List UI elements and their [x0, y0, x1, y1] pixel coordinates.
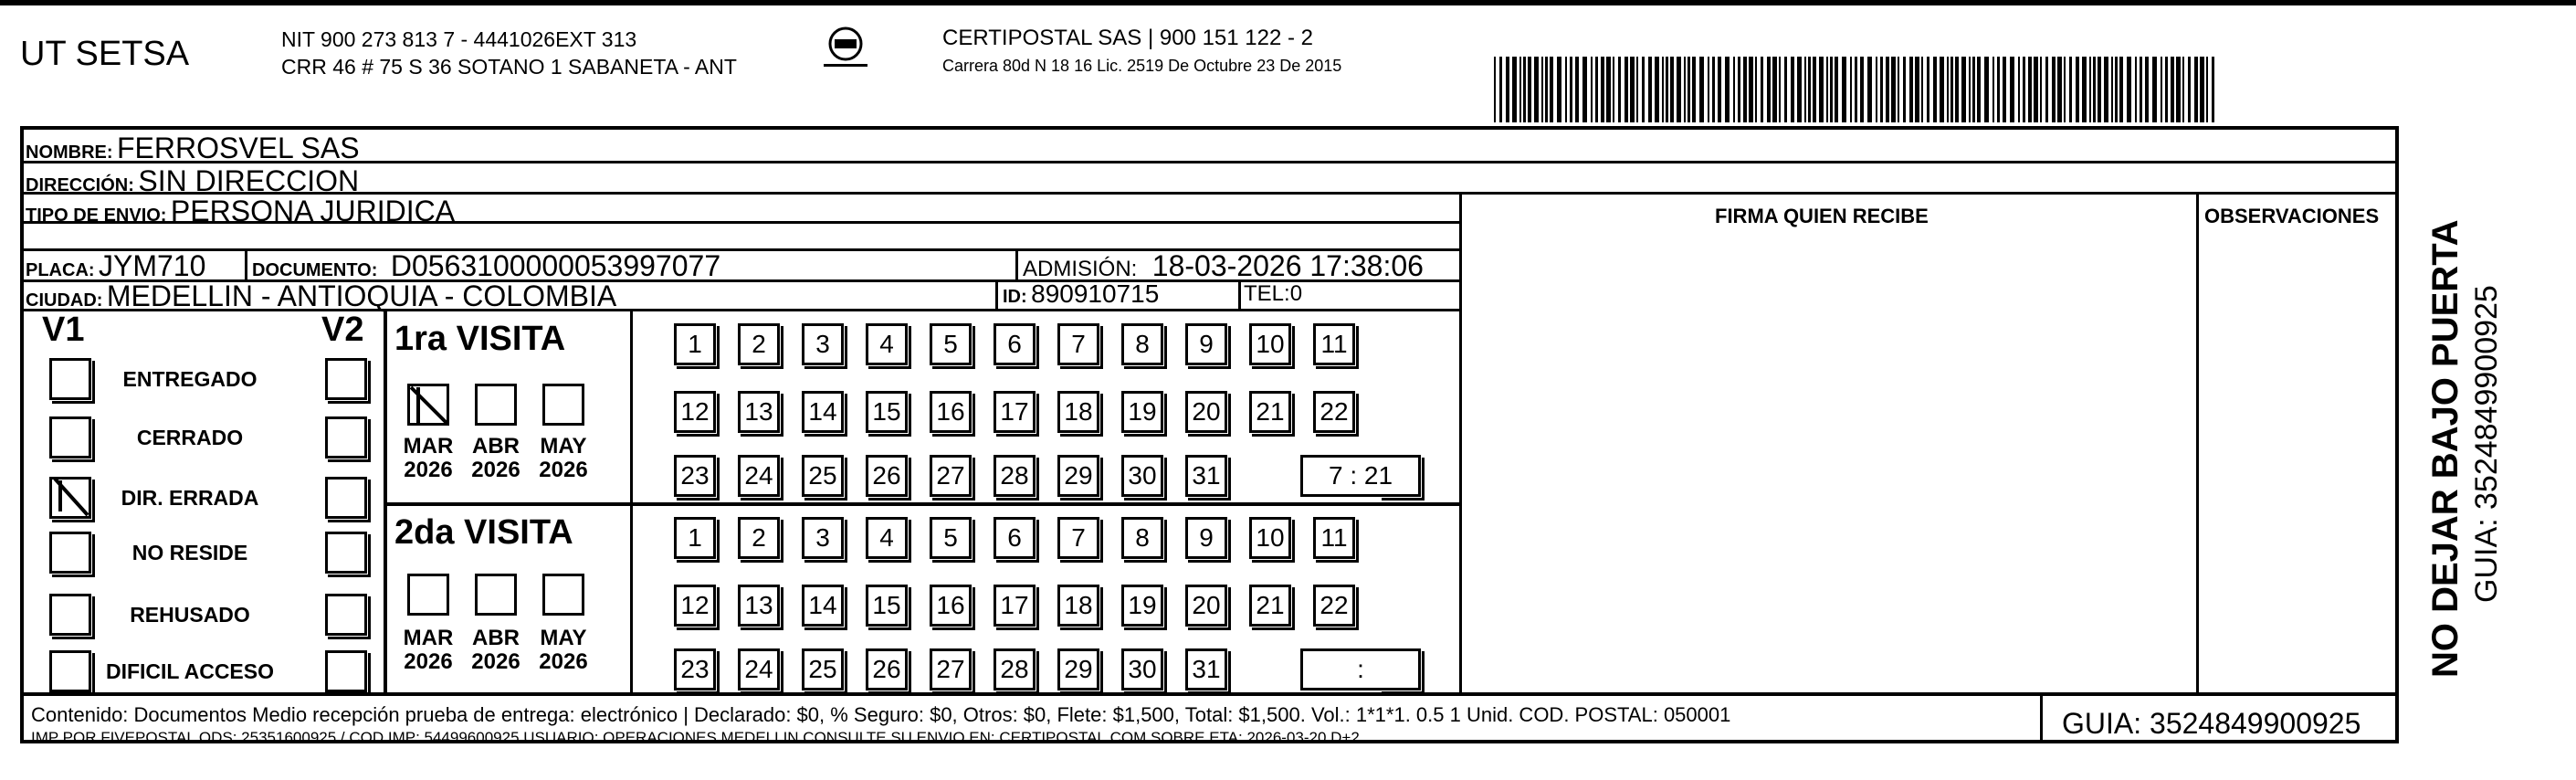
barcode-bar: [1784, 57, 1787, 122]
month-name: MAY: [540, 434, 587, 459]
barcode-bar: [2182, 57, 2184, 122]
barcode-bar: [2010, 57, 2014, 122]
barcode-bar: [1880, 57, 1883, 122]
barcode-bar: [1842, 57, 1846, 122]
barcode-bar: [1601, 57, 1604, 122]
top-border: [0, 0, 2576, 5]
barcode-bar: [1718, 57, 1721, 122]
barcode-bar: [2018, 57, 2020, 122]
barcode-bar: [1835, 57, 1838, 122]
day-box[interactable]: 13: [738, 585, 780, 627]
barcode-bar: [2119, 57, 2123, 122]
day-box[interactable]: 13: [738, 391, 780, 433]
day-box[interactable]: 2: [738, 517, 780, 559]
day-box[interactable]: 7: [1057, 517, 1099, 559]
placa-row: [26, 249, 205, 283]
barcode-bar: [1772, 57, 1777, 122]
barcode-bar: [1550, 57, 1553, 122]
barcode-bar: [1977, 57, 1981, 122]
side-guia: GUIA: 3524849900925: [2469, 285, 2504, 603]
barcode-bar: [1961, 57, 1966, 122]
barcode-bar: [1688, 57, 1690, 122]
day-box[interactable]: 22: [1313, 585, 1355, 627]
barcode-bar: [2064, 57, 2066, 122]
barcode-bar: [2212, 57, 2214, 122]
month-name: ABR: [472, 626, 520, 650]
day-box[interactable]: 17: [994, 585, 1036, 627]
tel-label: TEL:: [1244, 281, 1290, 306]
day-box[interactable]: 19: [1121, 391, 1163, 433]
barcode-bar: [1921, 57, 1923, 122]
day-box[interactable]: 14: [802, 585, 844, 627]
barcode-bar: [1876, 57, 1877, 122]
day-box[interactable]: 29: [1057, 648, 1099, 690]
month-checkbox[interactable]: [407, 574, 449, 616]
direccion-label: DIRECCIÓN:: [26, 175, 134, 195]
barcode-bar: [1903, 57, 1906, 122]
status-label: DIR. ERRADA: [121, 486, 259, 510]
placa-label: PLACA:: [26, 260, 95, 280]
barcode-bar: [1969, 57, 1971, 122]
barcode-bar: [1699, 57, 1704, 122]
status-label: REHUSADO: [130, 603, 250, 627]
day-box[interactable]: 6: [994, 323, 1036, 365]
barcode-bar: [1642, 57, 1645, 122]
day-box[interactable]: 27: [930, 648, 972, 690]
ciudad-row: [26, 279, 616, 313]
barcode-bar: [2023, 57, 2025, 122]
documento-value: D0563100000053997077: [390, 249, 721, 282]
barcode-bar: [2188, 57, 2191, 122]
footer-line1: Contenido: Documentos Medio recepción prueba de entrega: electrónico | Declarado: $0, % Seguro: $0, Otros: $0, Flete: $1,500, Total: $1,500. Vol.: 1*1*1. 0.5 1 Unid. COD. POSTAL: 050001: [31, 703, 1731, 726]
day-box[interactable]: 10: [1249, 517, 1291, 559]
barcode-bar: [1618, 57, 1621, 122]
day-box[interactable]: 8: [1121, 323, 1163, 365]
barcode-bar: [1972, 57, 1975, 122]
day-box[interactable]: 15: [866, 585, 908, 627]
barcode-bar: [2161, 57, 2162, 122]
day-box[interactable]: 28: [994, 648, 1036, 690]
firma-label: FIRMA QUIEN RECIBE: [1715, 205, 1929, 227]
month-checkbox[interactable]: [542, 574, 584, 616]
barcode-bar: [1565, 57, 1567, 122]
admision-row: [1023, 249, 1424, 283]
month-label: [396, 627, 460, 674]
v2-checkbox[interactable]: [325, 594, 367, 636]
barcode-bar: [1545, 57, 1548, 122]
barcode-bar: [1940, 57, 1944, 122]
barcode-bar: [1830, 57, 1833, 122]
day-box[interactable]: 12: [674, 585, 716, 627]
barcode-bar: [2069, 57, 2072, 122]
barcode-bar: [1624, 57, 1628, 122]
month-name: MAR: [403, 434, 454, 459]
barcode-bar: [1826, 57, 1828, 122]
day-box[interactable]: 24: [738, 455, 780, 497]
status-label: NO RESIDE: [131, 541, 248, 564]
day-box[interactable]: 11: [1313, 323, 1355, 365]
day-box[interactable]: 31: [1185, 455, 1227, 497]
barcode-bar: [1692, 57, 1696, 122]
day-box[interactable]: 26: [866, 455, 908, 497]
v2-checkbox[interactable]: [325, 358, 367, 400]
barcode-bar: [1519, 57, 1521, 122]
barcode-bar: [1494, 57, 1496, 122]
ciudad-label: CIUDAD:: [26, 290, 103, 311]
barcode-bar: [1684, 57, 1686, 122]
barcode-bar: [2076, 57, 2079, 122]
barcode-bar: [1636, 57, 1638, 122]
barcode-bar: [1909, 57, 1913, 122]
day-box[interactable]: 29: [1057, 455, 1099, 497]
check-mark-icon: [49, 475, 95, 521]
barcode-bar: [1791, 57, 1794, 122]
tipo-value: PERSONA JURIDICA: [170, 195, 456, 227]
barcode-bar: [1570, 57, 1572, 122]
barcode-bar: [2145, 57, 2149, 122]
nombre-row: [26, 132, 360, 165]
barcode-bar: [2082, 57, 2087, 122]
barcode-bar: [1767, 57, 1771, 122]
barcode-bar: [1867, 57, 1872, 122]
tipo-row: [26, 195, 455, 228]
barcode-bar: [1506, 57, 1509, 122]
v2-label: V2: [321, 311, 364, 349]
footer-guia: GUIA: 3524849900925: [2062, 707, 2361, 740]
barcode-bar: [1992, 57, 1994, 122]
barcode-bar: [1804, 57, 1806, 122]
day-box[interactable]: 30: [1121, 455, 1163, 497]
barcode-bar: [1591, 57, 1593, 122]
month-year: 2026: [404, 649, 453, 674]
month-checkbox[interactable]: [475, 574, 517, 616]
side-warning: NO DEJAR BAJO PUERTA: [2425, 219, 2466, 678]
documento-label: DOCUMENTO:: [252, 260, 378, 280]
barcode-bar: [2165, 57, 2168, 122]
barcode-bar: [1915, 57, 1919, 122]
barcode-bar: [1670, 57, 1674, 122]
barcode-bar: [1557, 57, 1561, 122]
footer-line2: IMP POR FIVEPOSTAL ODS: 25351600925 / COD.IMP: 54499600925 USUARIO: OPERACIONES MEDELLIN CONSULTE SU ENVIO EN: CERTIPOSTAL.COM SOBRE ETA: 2026-03-20 D+2: [31, 729, 1360, 746]
day-box[interactable]: 17: [994, 391, 1036, 433]
month-name: MAY: [540, 626, 587, 650]
nit-line: NIT 900 273 813 7 - 4441026EXT 313: [281, 27, 637, 51]
day-box[interactable]: 1: [674, 323, 716, 365]
license-line: Carrera 80d N 18 16 Lic. 2519 De Octubre 23 De 2015: [942, 57, 1342, 75]
direccion-value: SIN DIRECCION: [138, 164, 360, 197]
barcode-bar: [1655, 57, 1659, 122]
barcode-bar: [1860, 57, 1864, 122]
barcode-bar: [2045, 57, 2048, 122]
nombre-label: NOMBRE:: [26, 142, 113, 163]
barcode-bar: [1708, 57, 1709, 122]
barcode-bar: [1648, 57, 1652, 122]
day-box[interactable]: 18: [1057, 585, 1099, 627]
barcode-bar: [1541, 57, 1543, 122]
month-year: 2026: [539, 649, 588, 674]
day-box[interactable]: 19: [1121, 585, 1163, 627]
barcode-bar: [1891, 57, 1896, 122]
tel-value: 0: [1289, 281, 1303, 306]
barcode-bar: [2057, 57, 2062, 122]
company-name: UT SETSA: [20, 35, 190, 73]
day-box[interactable]: 3: [802, 517, 844, 559]
day-box[interactable]: 12: [674, 391, 716, 433]
barcode-bar: [1528, 57, 1531, 122]
status-label: ENTREGADO: [122, 367, 258, 391]
v2-checkbox[interactable]: [325, 416, 367, 459]
placa-value: JYM710: [99, 249, 206, 282]
barcode-bar: [2127, 57, 2131, 122]
day-box[interactable]: 15: [866, 391, 908, 433]
barcode-bar: [1886, 57, 1889, 122]
month-label: [396, 435, 460, 482]
barcode-bar: [2194, 57, 2198, 122]
v2-checkbox[interactable]: [325, 532, 367, 574]
barcode-bar: [2115, 57, 2118, 122]
barcode-bar: [2152, 57, 2157, 122]
day-box[interactable]: 31: [1185, 648, 1227, 690]
barcode-bar: [1738, 57, 1740, 122]
barcode-bar: [1855, 57, 1857, 122]
month-label: [531, 627, 595, 674]
day-box[interactable]: 4: [866, 517, 908, 559]
barcode-bar: [2093, 57, 2096, 122]
nombre-value: FERROSVEL SAS: [117, 132, 360, 164]
month-checkbox[interactable]: [542, 384, 584, 426]
barcode-bar: [1797, 57, 1802, 122]
barcode-bar: [1512, 57, 1517, 122]
day-box[interactable]: 3: [802, 323, 844, 365]
barcode-bar: [1712, 57, 1715, 122]
day-box[interactable]: 20: [1185, 391, 1227, 433]
barcode-bar: [1997, 57, 2000, 122]
id-row: [1003, 279, 1159, 309]
documento-row: [252, 249, 720, 283]
barcode-bar: [1613, 57, 1614, 122]
barcode-bar: [2003, 57, 2006, 122]
month-label: [531, 435, 595, 482]
barcode-bar: [2200, 57, 2204, 122]
tel-row: [1244, 281, 1302, 307]
id-label: ID:: [1003, 287, 1027, 307]
month-year: 2026: [471, 458, 520, 482]
day-box[interactable]: 25: [802, 648, 844, 690]
barcode-bar: [1813, 57, 1816, 122]
barcode-bar: [1534, 57, 1539, 122]
day-box[interactable]: 16: [930, 585, 972, 627]
status-label: DIFICIL ACCESO: [105, 659, 274, 683]
barcode-bar: [2028, 57, 2032, 122]
barcode-bar: [1947, 57, 1949, 122]
barcode-bar: [1955, 57, 1959, 122]
barcode-bar: [1606, 57, 1611, 122]
barcode-bar: [1808, 57, 1811, 122]
month-year: 2026: [539, 458, 588, 482]
observaciones-label: OBSERVACIONES: [2204, 205, 2380, 227]
day-box[interactable]: 11: [1313, 517, 1355, 559]
day-box[interactable]: 6: [994, 517, 1036, 559]
barcode-bar: [2206, 57, 2208, 122]
barcode-bar: [1779, 57, 1781, 122]
barcode-bar: [1755, 57, 1757, 122]
day-box[interactable]: 7: [1057, 323, 1099, 365]
day-box[interactable]: 5: [930, 323, 972, 365]
day-box[interactable]: 23: [674, 648, 716, 690]
check-mark-icon: [407, 384, 453, 429]
barcode-bar: [2135, 57, 2137, 122]
day-box[interactable]: 1: [674, 517, 716, 559]
barcode-bar: [1662, 57, 1664, 122]
barcode-bar: [2098, 57, 2101, 122]
day-box[interactable]: 25: [802, 455, 844, 497]
month-year: 2026: [404, 458, 453, 482]
certipostal-logo: [820, 24, 871, 75]
barcode-bar: [1933, 57, 1937, 122]
barcode-bar: [2140, 57, 2142, 122]
ciudad-value: MEDELLIN - ANTIOQUIA - COLOMBIA: [106, 279, 617, 312]
v1-label: V1: [42, 311, 85, 349]
day-box[interactable]: 14: [802, 391, 844, 433]
barcode-bar: [1927, 57, 1929, 122]
day-box[interactable]: 9: [1185, 323, 1227, 365]
month-name: MAR: [403, 626, 454, 650]
day-box[interactable]: 2: [738, 323, 780, 365]
barcode-bar: [2171, 57, 2174, 122]
admision-label: ADMISIÓN:: [1023, 257, 1138, 281]
day-box[interactable]: 30: [1121, 648, 1163, 690]
barcode: [1494, 57, 2224, 122]
barcode-bar: [2104, 57, 2108, 122]
status-label: CERRADO: [136, 426, 244, 449]
day-box[interactable]: 27: [930, 455, 972, 497]
barcode-bar: [1725, 57, 1730, 122]
barcode-bar: [1630, 57, 1635, 122]
direccion-row: [26, 164, 359, 198]
barcode-bar: [2034, 57, 2038, 122]
barcode-bar: [1575, 57, 1579, 122]
day-box[interactable]: 4: [866, 323, 908, 365]
time-box[interactable]: 7 : 21: [1300, 455, 1421, 497]
day-box[interactable]: 21: [1249, 391, 1291, 433]
barcode-bar: [1950, 57, 1953, 122]
day-box[interactable]: 5: [930, 517, 972, 559]
barcode-bar: [1733, 57, 1735, 122]
barcode-bar: [1749, 57, 1753, 122]
time-box[interactable]: :: [1300, 648, 1421, 690]
month-checkbox[interactable]: [475, 384, 517, 426]
barcode-bar: [2052, 57, 2056, 122]
id-value: 890910715: [1031, 279, 1160, 308]
barcode-bar: [2089, 57, 2091, 122]
month-label: [464, 435, 528, 482]
barcode-bar: [1743, 57, 1747, 122]
day-box[interactable]: 24: [738, 648, 780, 690]
barcode-bar: [1523, 57, 1526, 122]
barcode-bar: [2111, 57, 2113, 122]
barcode-bar: [1582, 57, 1587, 122]
day-box[interactable]: 21: [1249, 585, 1291, 627]
certipostal-line: CERTIPOSTAL SAS | 900 151 122 - 2: [942, 26, 1313, 50]
admision-value: 18-03-2026 17:38:06: [1151, 249, 1424, 282]
day-box[interactable]: 10: [1249, 323, 1291, 365]
tipo-label: TIPO DE ENVIO:: [26, 206, 167, 226]
day-box[interactable]: 16: [930, 391, 972, 433]
day-box[interactable]: 9: [1185, 517, 1227, 559]
day-box[interactable]: 23: [674, 455, 716, 497]
v2-checkbox[interactable]: [325, 477, 367, 519]
day-box[interactable]: 20: [1185, 585, 1227, 627]
barcode-bar: [1984, 57, 1989, 122]
day-box[interactable]: 28: [994, 455, 1036, 497]
first-visit-label: 1ra VISITA: [394, 320, 566, 358]
month-name: ABR: [472, 434, 520, 459]
day-box[interactable]: 22: [1313, 391, 1355, 433]
month-year: 2026: [471, 649, 520, 674]
barcode-bar: [1898, 57, 1899, 122]
barcode-bar: [1666, 57, 1668, 122]
day-box[interactable]: 8: [1121, 517, 1163, 559]
barcode-bar: [1595, 57, 1598, 122]
barcode-bar: [1761, 57, 1763, 122]
barcode-bar: [1677, 57, 1681, 122]
month-label: [464, 627, 528, 674]
barcode-bar: [2040, 57, 2042, 122]
address-line: CRR 46 # 75 S 36 SOTANO 1 SABANETA - ANT: [281, 55, 737, 79]
day-box[interactable]: 18: [1057, 391, 1099, 433]
barcode-bar: [1499, 57, 1502, 122]
barcode-bar: [1850, 57, 1852, 122]
second-visit-label: 2da VISITA: [394, 513, 573, 552]
day-box[interactable]: 26: [866, 648, 908, 690]
barcode-bar: [1819, 57, 1824, 122]
barcode-bar: [2176, 57, 2181, 122]
v2-checkbox[interactable]: [325, 650, 367, 692]
